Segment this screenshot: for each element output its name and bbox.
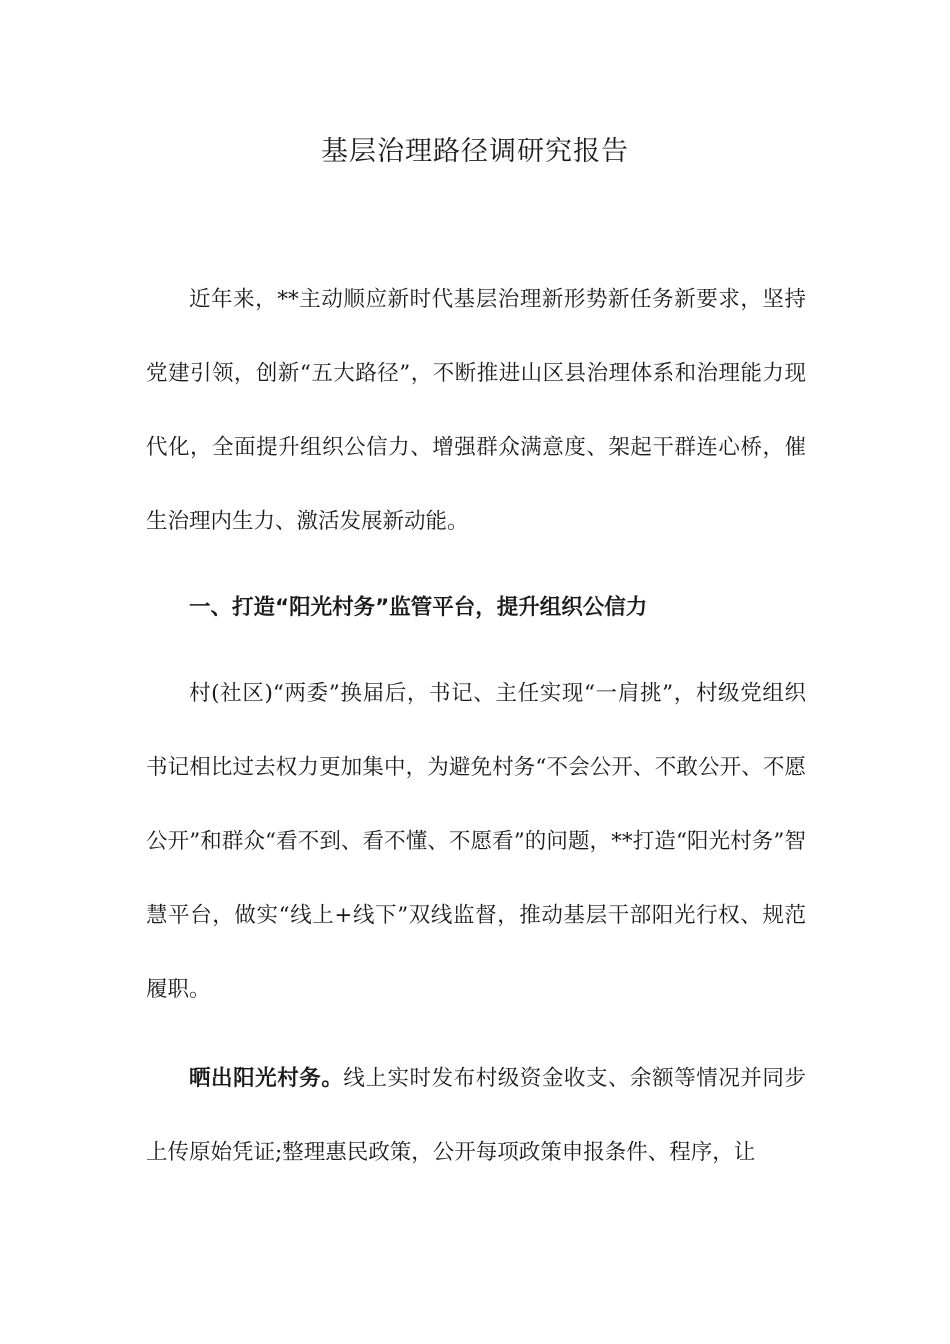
subsection-lead: 晒出阳光村务。	[189, 1066, 344, 1091]
subsection-paragraph	[146, 1042, 806, 1190]
intro-paragraph: 近年来，**主动顺应新时代基层治理新形势新任务新要求，坚持党建引领，创新“五大路径”，不断推进山区县治理体系和治理能力现代化，全面提升组织公信力、增强群众满意度、架起干群连心桥，催生治理内生力、激活发展新动能。	[146, 287, 806, 534]
section-heading: 一、打造“阳光村务”监管平台，提升组织公信力	[189, 595, 648, 620]
section-paragraph: 村(社区)“两委”换届后，书记、主任实现“一肩挑”，村级党组织书记相比过去权力更加集中，为避免村务“不会公开、不敢公开、不愿公开”和群众“看不到、看不懂、不愿看”的问题，**打造“阳光村务”智慧平台，做实“线上+线下”双线监督，推动基层干部阳光行权、规范履职。	[146, 681, 806, 1002]
subsection-text: 线上实时发布村级资金收支、余额等情况并同步上传原始凭证;整理惠民政策，公开每项政策申报条件、程序，让	[146, 1066, 806, 1165]
document-title: 基层治理路径调研究报告	[321, 136, 629, 167]
